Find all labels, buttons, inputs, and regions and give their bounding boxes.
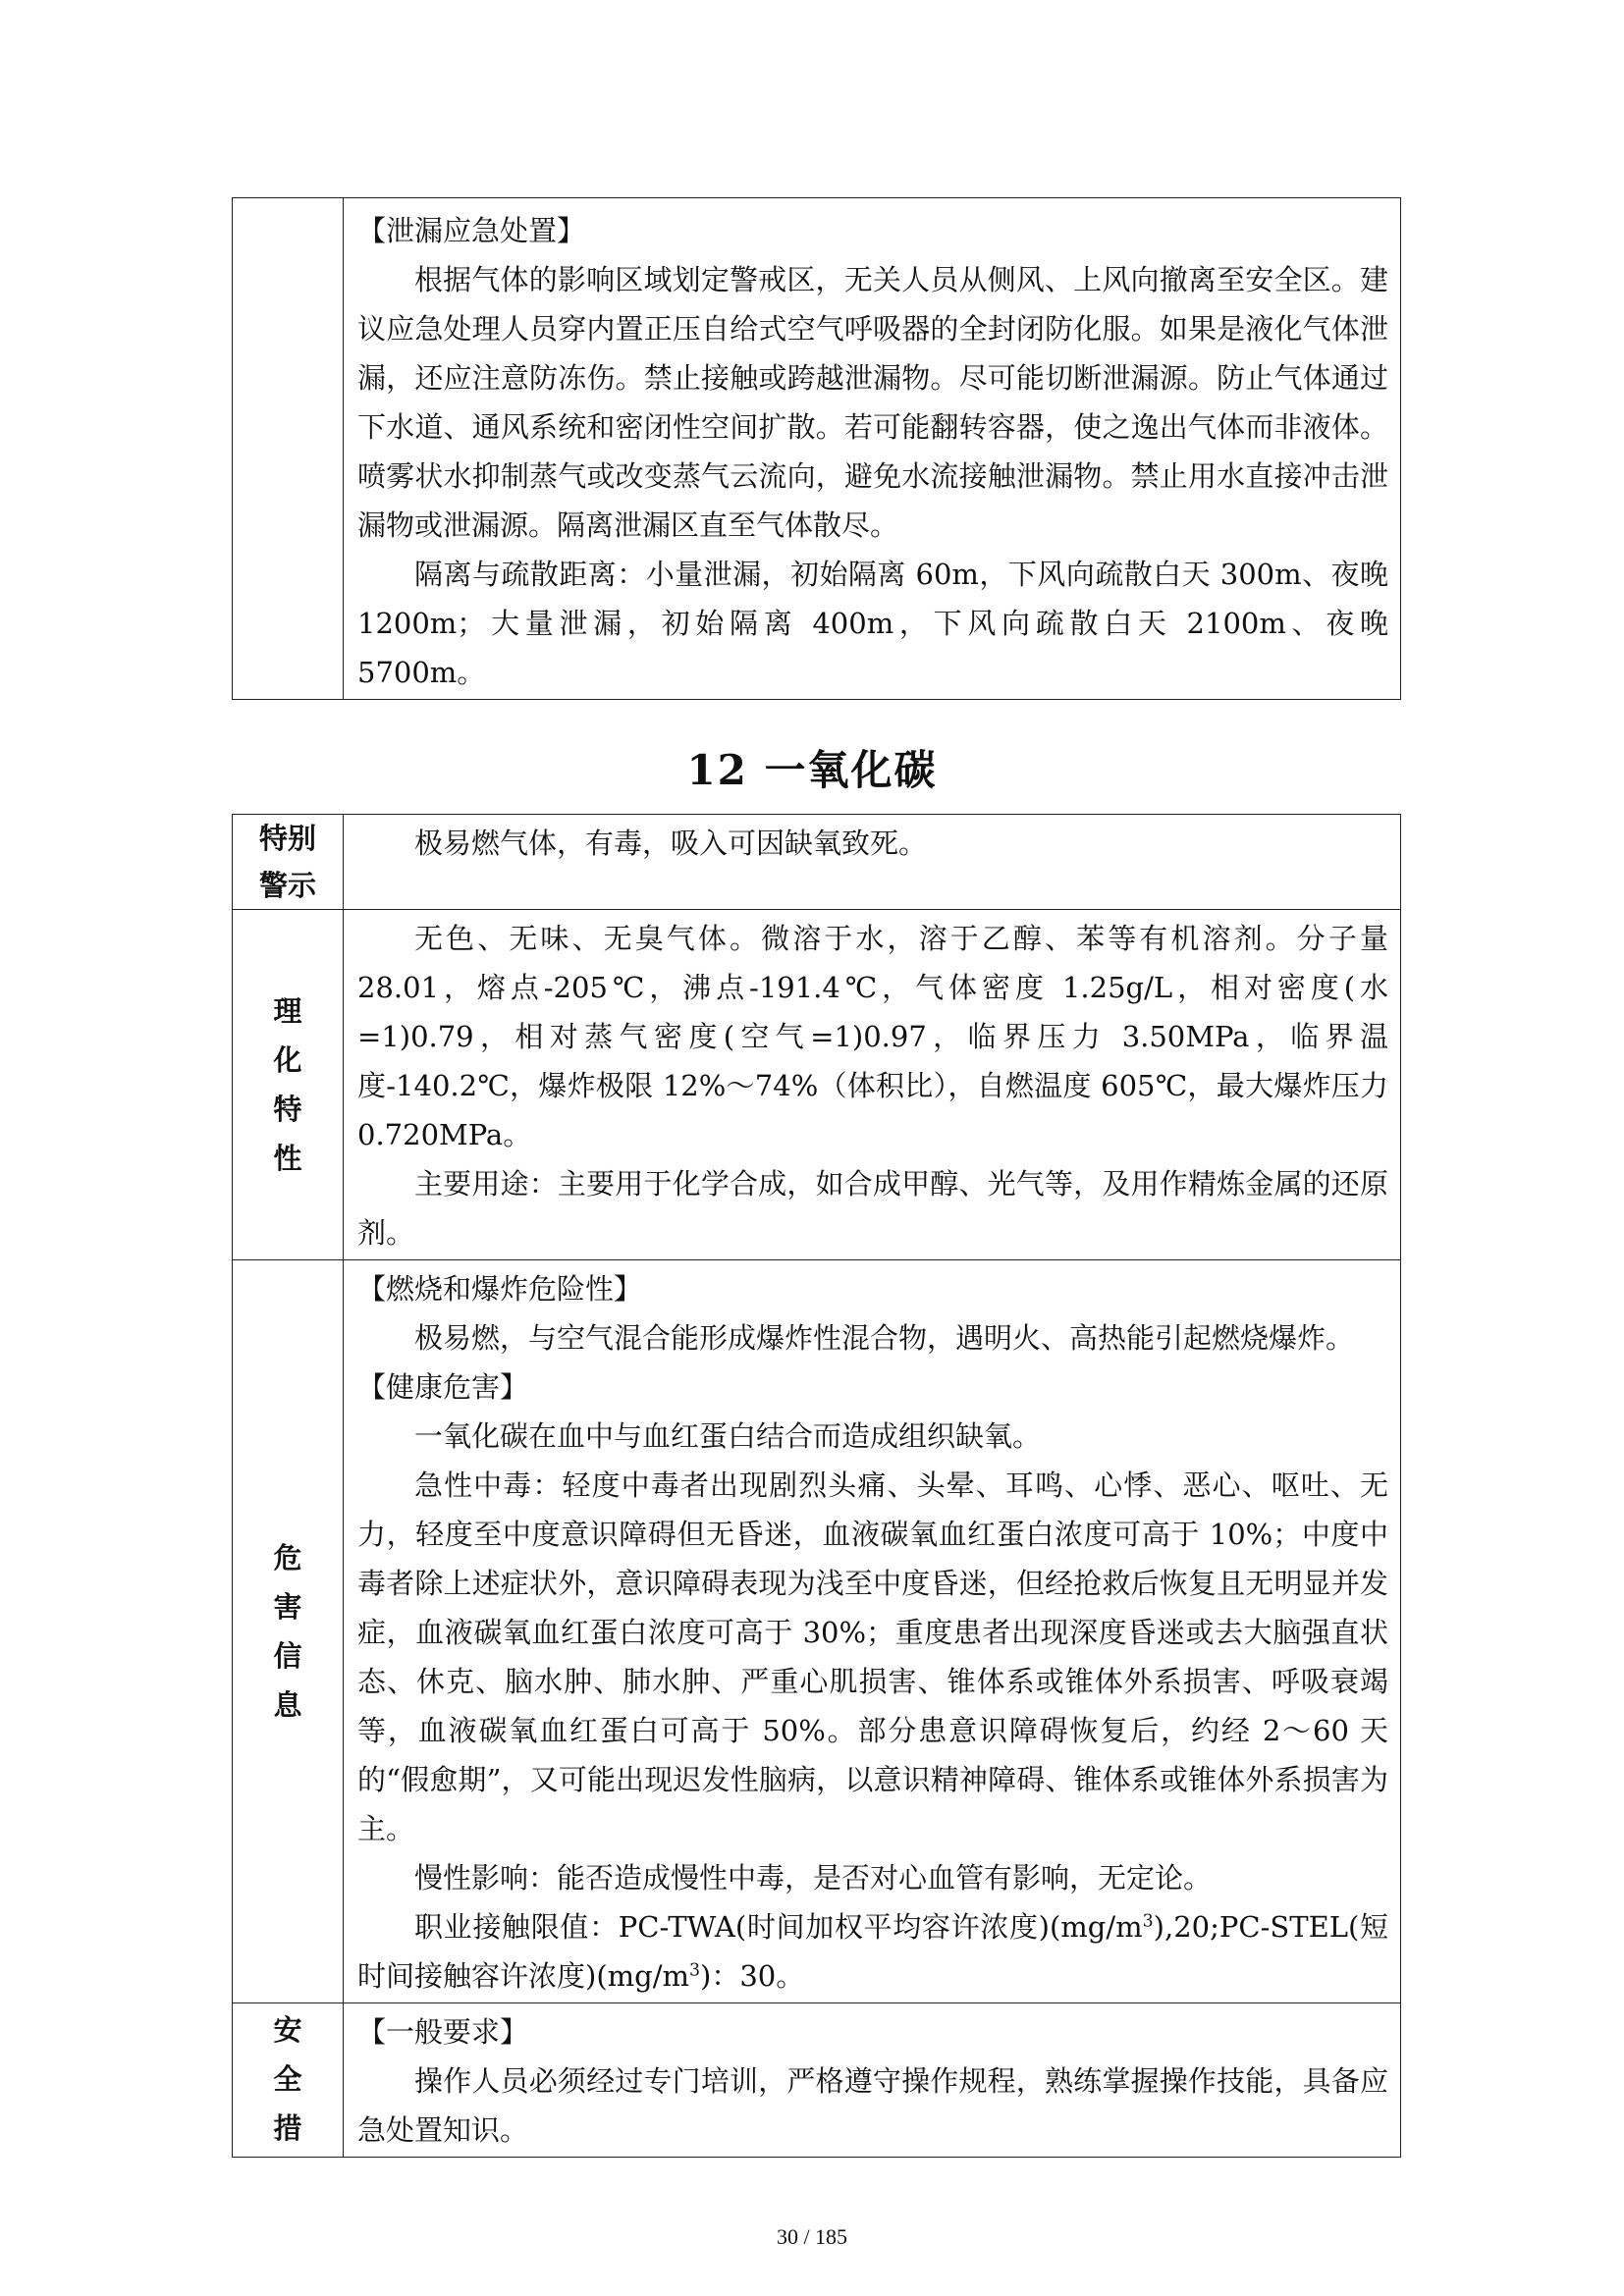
- safety-text-cell: [344, 2003, 1401, 2158]
- exposure-limit-text-a: 职业接触限值：PC-TWA(时间加权平均容许浓度)(mg/m: [414, 1910, 1143, 1944]
- hazards-label-char: 信: [273, 1639, 302, 1673]
- exposure-limit-text-b: ),20;PC-STEL(短时间接触容许浓度)(mg/m: [357, 1910, 1389, 1993]
- warning-label-line1: 特别: [258, 822, 316, 855]
- empty-label-cell: [233, 198, 344, 700]
- page-number: 30 / 185: [776, 2224, 848, 2249]
- properties-label-char: 理: [273, 994, 302, 1028]
- hazards-label-char: 息: [273, 1688, 302, 1722]
- acute-poisoning-paragraph: 急性中毒：轻度中毒者出现剧烈头痛、头晕、耳鸣、心悸、恶心、呕吐、无力，轻度至中度意识障碍但无昏迷，血液碳氧血红蛋白浓度可高于 10%；中度中毒者除上述症状外，意识障碍表现为浅至中度昏迷，但经抢救后恢复且无明显并发症，血液碳氧血红蛋白浓度可高于 30%；重度患者出现深度昏迷或去大脑强直状态、休克、脑水肿、肺水肿、严重心肌损害、锥体系或锥体外系损害、呼吸衰竭等，血液碳氧血红蛋白可高于 50%。部分患意识障碍恢复后，约经 2～60 天的“假愈期”，又可能出现迟发性脑病，以意识精神障碍、锥体系或锥体外系损害为主。: [357, 1468, 1388, 1845]
- hazards-label-cell: [233, 1260, 344, 2003]
- exposure-limit-text-c: )：30。: [700, 1959, 805, 1993]
- fire-hazard-heading: 【燃烧和爆炸危险性】: [357, 1272, 643, 1306]
- fire-hazard-paragraph: 极易燃，与空气混合能形成爆炸性混合物，遇明火、高热能引起燃烧爆炸。: [414, 1321, 1355, 1355]
- general-requirements-paragraph: 操作人员必须经过专门培训，严格遵守操作规程，熟练掌握操作技能，具备应急处置知识。: [357, 2064, 1388, 2147]
- superscript-3: 3: [688, 1960, 701, 1981]
- table-row: [233, 815, 1401, 910]
- warning-label-cell: [233, 815, 344, 910]
- properties-text-cell: [344, 910, 1401, 1260]
- hazards-text-cell: [344, 1260, 1401, 2003]
- general-requirements-heading: 【一般要求】: [357, 2015, 529, 2049]
- warning-label-line2: 警示: [258, 869, 316, 902]
- safety-label-char: 措: [273, 2111, 302, 2145]
- safety-label-cell: [233, 2003, 344, 2158]
- table-row: [233, 1260, 1401, 2003]
- table-row: [233, 2003, 1401, 2158]
- properties-label-char: 特: [273, 1093, 302, 1126]
- safety-label-char: 安: [273, 2013, 302, 2047]
- safety-label-char: 全: [273, 2062, 302, 2096]
- evacuation-distance-paragraph: 隔离与疏散距离：小量泄漏，初始隔离 60m，下风向疏散白天 300m、夜晚 1200m；大量泄漏，初始隔离 400m，下风向疏散白天 2100m、夜晚 5700m。: [357, 558, 1388, 689]
- leak-response-cell: [344, 198, 1401, 700]
- properties-paragraph: 无色、无味、无臭气体。微溶于水，溶于乙醇、苯等有机溶剂。分子量 28.01，熔点-205℃，沸点-191.4℃，气体密度 1.25g/L，相对密度(水=1)0.79，相对蒸气密度(空气=1)0.97，临界压力 3.50MPa，临界温度-140.2℃，爆炸极限 12%～74%（体积比），自燃温度 605℃，最大爆炸压力 0.720MPa。: [357, 922, 1388, 1151]
- warning-text: 极易燃气体，有毒，吸入可因缺氧致死。: [414, 827, 928, 860]
- properties-label-char: 化: [273, 1043, 302, 1077]
- properties-label-char: 性: [273, 1142, 302, 1175]
- superscript-3: 3: [1142, 1911, 1154, 1932]
- hazards-label-char: 危: [273, 1541, 302, 1575]
- table-row: [233, 198, 1401, 700]
- table-row: [233, 910, 1401, 1260]
- exposure-limit-paragraph: [357, 1902, 1388, 2001]
- leak-response-heading: 【泄漏应急处置】: [357, 214, 586, 247]
- carbon-monoxide-table: [232, 814, 1401, 2158]
- health-hazard-paragraph: 一氧化碳在血中与血红蛋白结合而造成组织缺氧。: [414, 1419, 1042, 1453]
- health-hazard-heading: 【健康危害】: [357, 1370, 529, 1404]
- continued-table: [232, 197, 1401, 700]
- properties-label-cell: [233, 910, 344, 1260]
- page-title: 12 一氧化碳: [686, 746, 938, 794]
- warning-text-cell: [344, 815, 1401, 910]
- chronic-effects-paragraph: 慢性影响：能否造成慢性中毒，是否对心血管有影响，无定论。: [414, 1861, 1213, 1895]
- hazards-label-char: 害: [273, 1590, 302, 1624]
- leak-response-paragraph: 根据气体的影响区域划定警戒区，无关人员从侧风、上风向撤离至安全区。建议应急处理人员穿内置正压自给式空气呼吸器的全封闭防化服。如果是液化气体泄漏，还应注意防冻伤。禁止接触或跨越泄漏物。尽可能切断泄漏源。防止气体通过下水道、通风系统和密闭性空间扩散。若可能翻转容器，使之逸出气体而非液体。喷雾状水抑制蒸气或改变蒸气云流向，避免水流接触泄漏物。禁止用水直接冲击泄漏物或泄漏源。隔离泄漏区直至气体散尽。: [357, 263, 1388, 542]
- usage-paragraph: 主要用途：主要用于化学合成，如合成甲醇、光气等，及用作精炼金属的还原剂。: [357, 1167, 1388, 1250]
